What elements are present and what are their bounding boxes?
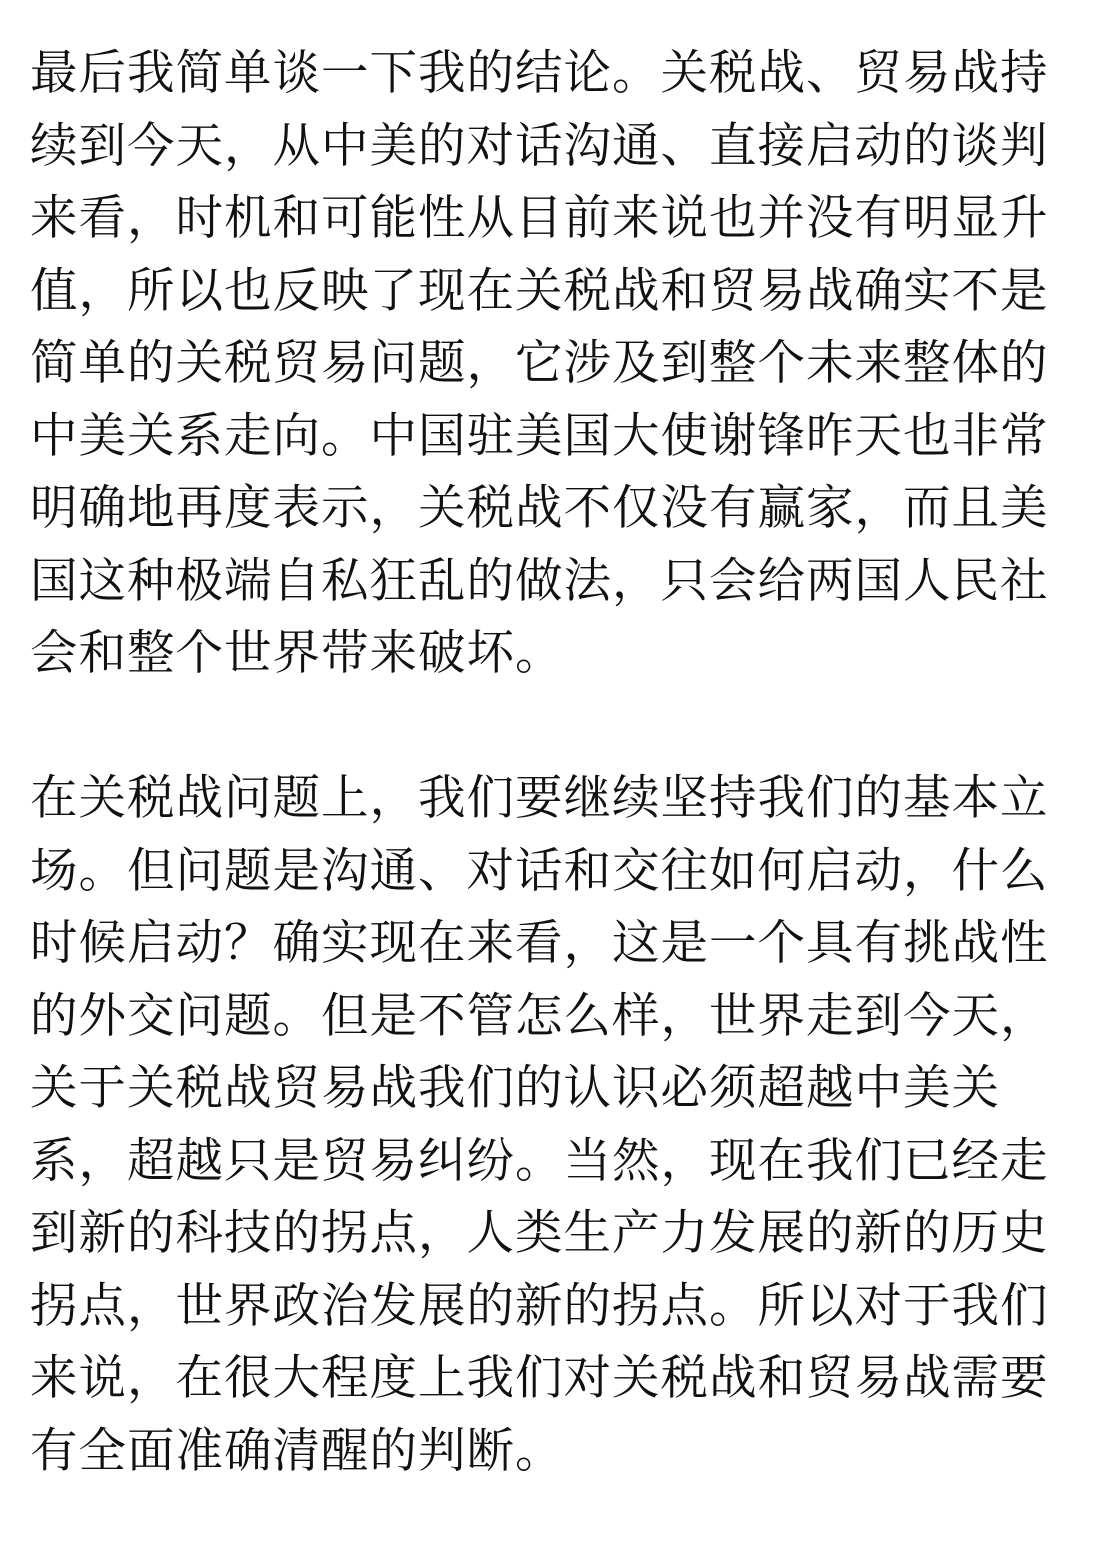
- paragraph-conclusion: [30, 38, 1060, 691]
- text-line: 来说，在很大程度上我们对关税战和贸易战需要: [30, 1351, 1049, 1406]
- text-line: 到新的科技的拐点，人类生产力发展的新的历史: [30, 1206, 1049, 1261]
- text-line: 在关税战问题上，我们要继续坚持我们的基本立: [30, 771, 1049, 826]
- text-line: 最后我简单谈一下我的结论。关税战、贸易战持: [30, 46, 1049, 101]
- paragraph-tariff-stance: [30, 763, 1060, 1488]
- text-line: 明确地再度表示，关税战不仅没有赢家，而且美: [30, 481, 1049, 536]
- text-line: 场。但问题是沟通、对话和交往如何启动，什么: [30, 843, 1049, 899]
- text-line: 来看，时机和可能性从目前来说也并没有明显升: [30, 191, 1049, 246]
- text-line: 值，所以也反映了现在关税战和贸易战确实不是: [30, 263, 1049, 319]
- text-line: 会和整个世界带来破坏。: [30, 626, 564, 681]
- text-line: 关于关税战贸易战我们的认识必须超越中美关: [30, 1061, 1000, 1116]
- text-line: 时候启动？确实现在来看，这是一个具有挑战性: [30, 916, 1049, 971]
- text-line: 拐点，世界政治发展的新的拐点。所以对于我们: [30, 1278, 1049, 1334]
- text-line: 中美关系走向。中国驻美国大使谢锋昨天也非常: [30, 408, 1049, 464]
- text-line: 的外交问题。但是不管怎么样，世界走到今天，: [30, 988, 1049, 1044]
- text-line: 系，超越只是贸易纠纷。当然，现在我们已经走: [30, 1133, 1049, 1189]
- text-line: 简单的关税贸易问题，它涉及到整个未来整体的: [30, 336, 1049, 391]
- article-body: [30, 38, 1060, 1488]
- paragraph-spacer: [30, 691, 1060, 764]
- text-line: 国这种极端自私狂乱的做法，只会给两国人民社: [30, 553, 1049, 609]
- text-line: 有全面准确清醒的判断。: [30, 1423, 564, 1479]
- text-line: 续到今天，从中美的对话沟通、直接启动的谈判: [30, 118, 1049, 174]
